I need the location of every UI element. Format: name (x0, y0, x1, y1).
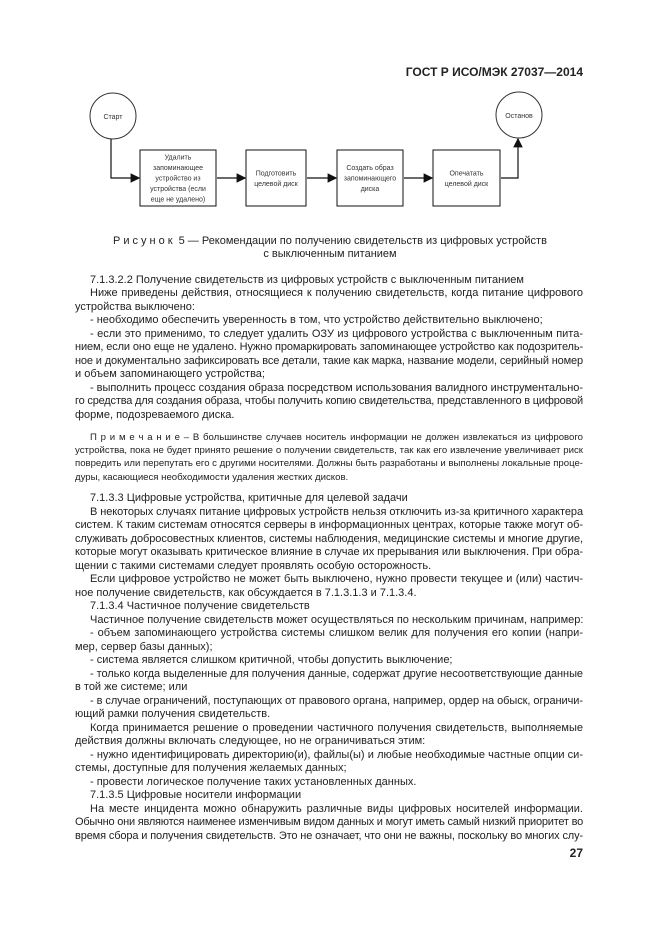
step-label-line: Создать образ (346, 165, 394, 172)
line-text: 7.1.3.5 Цифровые носители информации (90, 789, 302, 801)
text-line (90, 274, 583, 287)
text-line (75, 368, 583, 381)
line-text: На месте инцидента можно обнаружить различные виды цифровых носителей информации. (90, 803, 583, 815)
line-text: - только когда выделенные для получения данные, содержат другие несоответствующие данные (90, 668, 583, 680)
text-line (75, 830, 583, 843)
text-line (90, 654, 583, 667)
text-line (90, 573, 583, 586)
text-line (75, 301, 583, 314)
line-text: 7.1.3.4 Частичное получение свидетельств (90, 600, 310, 612)
stop-node (496, 92, 542, 138)
line-text: 7.1.3.2.2 Получение свидетельств из цифровых устройств с выключенным питанием (90, 274, 524, 286)
text-line (90, 506, 583, 519)
text-line (90, 627, 583, 640)
note-line (75, 444, 583, 457)
text-line (75, 560, 583, 573)
line-text: и объем запоминающего устройства; (75, 368, 265, 380)
text-line (90, 695, 583, 708)
line-text: 7.1.3.3 Цифровые устройства, критичные для целевой задачи (90, 492, 408, 504)
line-text: - в случае ограничений, поступающих от правового органа, например, ордер на обыск, ограничи- (90, 695, 583, 707)
line-text: Если цифровое устройство не может быть выключено, нужно провести текущее и (или) частич- (90, 573, 583, 585)
line-text: ное и документально зафиксировать все детали, такие как марка, название модели, серийный номер (75, 355, 583, 367)
figure-label: Рисунок (113, 235, 176, 247)
text-line (90, 287, 583, 300)
figure-title: 5 — Рекомендации по получению свидетельств из цифровых устройств (178, 235, 547, 247)
step-label-line: целевой диск (444, 180, 489, 188)
text-line (90, 749, 583, 762)
line-text: - если это применимо, то следует удалить ОЗУ из цифрового устройства с выключенным пита- (90, 328, 583, 340)
line-text: действия должны включать следующее, но не ограничиваться этим: (75, 735, 426, 747)
line-text: - необходимо обеспечить уверенность в том, что устройство действительно выключено; (90, 314, 543, 326)
line-text: Ниже приведены действия, относящиеся к получению свидетельств, когда питание цифрового (90, 287, 583, 299)
text-line (75, 735, 583, 748)
step-label-line: Опечатать (449, 170, 484, 178)
line-text: В некоторых случаях питание цифровых устройств нельзя отключить из-за критичного характера (90, 506, 583, 518)
note-line (90, 431, 583, 444)
line-text: щении с такими системами следует проявлять особую осторожность. (75, 560, 432, 572)
text-line (90, 314, 583, 327)
text-line (75, 708, 583, 721)
start-label: Старт (103, 114, 123, 121)
line-text: в той же системе; или (75, 681, 188, 693)
text-line (75, 395, 583, 408)
note-line (75, 471, 583, 484)
text-line (90, 382, 583, 395)
text-line (75, 409, 583, 422)
line-text: дуры, касающиеся необходимости удаления жестких дисков. (75, 472, 349, 483)
flowchart-step-1 (140, 150, 216, 206)
line-text: Обычно они являются наименее изменчивым видом данных и могут иметь самый низкий приоритет во (75, 816, 583, 828)
figure-caption-line-2: с выключенным питанием (263, 248, 397, 260)
step-label-line: целевой диск (254, 180, 298, 188)
line-text: ное получение свидетельств, как обсуждается в 7.1.3.1.3 и 7.1.3.4. (75, 587, 417, 599)
flowchart-diagram (0, 0, 661, 230)
line-text: - нужно идентифицировать директорию(и), файлы(ы) и любые необходимые частные опции си- (90, 749, 583, 761)
document-header: ГОСТ Р ИСО/МЭК 27037—2014 (405, 65, 583, 79)
line-text: время сбора и получения свидетельств. Это не означает, что они не важны, поскольку во многих слу- (75, 830, 583, 842)
line-text: Когда принимается решение о проведении частичного получения свидетельств, выполняемые (90, 722, 583, 734)
line-text: П р и м е ч а н и е – В большинстве случаев носитель информации не должен извлекаться из цифрового (90, 432, 583, 443)
text-line (75, 641, 583, 654)
text-line (75, 341, 583, 354)
text-line (90, 614, 583, 627)
line-text: устройства, пока не будет принято решение о получении свидетельств, так как его извлечение увеличивает риск (75, 445, 583, 456)
line-text: Частичное получение свидетельств может осуществляться по нескольким причинам, например: (90, 614, 584, 626)
text-line (75, 519, 583, 532)
text-line (75, 681, 583, 694)
text-line (90, 328, 583, 341)
line-text: го средства для создания образа, чтобы получить копию свидетельства, представленного в цифровой (75, 395, 583, 407)
line-text: систем. К таким системам относятся серверы в информационных центрах, которые также могут об- (75, 519, 583, 531)
line-text: повредить или перепутать его с другими носителями. Должны быть разработаны и выполнены локальные проце- (75, 458, 583, 469)
note-line (75, 457, 583, 470)
page-number: 27 (569, 846, 583, 860)
stop-label: Останов (505, 113, 533, 120)
text-line (75, 546, 583, 559)
text-line (90, 668, 583, 681)
text-line (90, 776, 583, 789)
flowchart-step-2 (246, 150, 306, 206)
text-line (90, 789, 583, 802)
step-label-line: еще не удалено) (150, 196, 206, 204)
text-line (75, 762, 583, 775)
line-text: форме, подозреваемого диска. (75, 409, 235, 421)
start-node (90, 93, 136, 139)
line-text: ющий рамки получения свидетельств. (75, 708, 271, 720)
line-text: мер, сервер базы данных); (75, 641, 213, 653)
line-text: - система является слишком критичной, чтобы допустить выключение; (90, 654, 453, 666)
line-text: нием, если оно еще не удалено. Нужно промаркировать запоминающее устройство как подозритель- (75, 341, 583, 353)
step-label-line: диска (360, 186, 380, 193)
text-line (90, 492, 583, 505)
step-label-line: Подготовить (255, 170, 297, 178)
flowchart-step-4 (433, 150, 500, 206)
line-text: - провести логическое получение таких установленных данных. (90, 776, 417, 788)
text-line (90, 600, 583, 613)
line-text: служивать добросовестных клиентов, системы наблюдения, медицинские системы и многие другие, (75, 533, 583, 545)
step-label-line: устройства (если (150, 186, 206, 193)
text-line (90, 722, 583, 735)
step-label-line: запоминающего (343, 175, 397, 183)
line-text: - объем запоминающего устройства системы слишком велик для получения его копии (напри- (90, 627, 583, 639)
step-label-line: запоминающее (153, 165, 203, 172)
text-line (75, 816, 583, 829)
text-line (75, 533, 583, 546)
line-text: устройства выключено: (75, 301, 195, 313)
line-text: - выполнить процесс создания образа посредством использования валидного инструментально- (90, 382, 583, 394)
figure-caption-line-1 (75, 235, 585, 248)
text-line (75, 587, 583, 600)
step-label-line: устройство из (155, 175, 201, 183)
flowchart-step-3 (337, 150, 403, 206)
step-label-line: Удалить (164, 154, 192, 162)
line-text: которые могут оказывать критическое влияние в случае их прерывания или выключения. При обра- (75, 546, 583, 558)
line-text: стемы, доступные для получения желаемых данных; (75, 762, 347, 774)
text-line (90, 803, 583, 816)
text-line (75, 355, 583, 368)
